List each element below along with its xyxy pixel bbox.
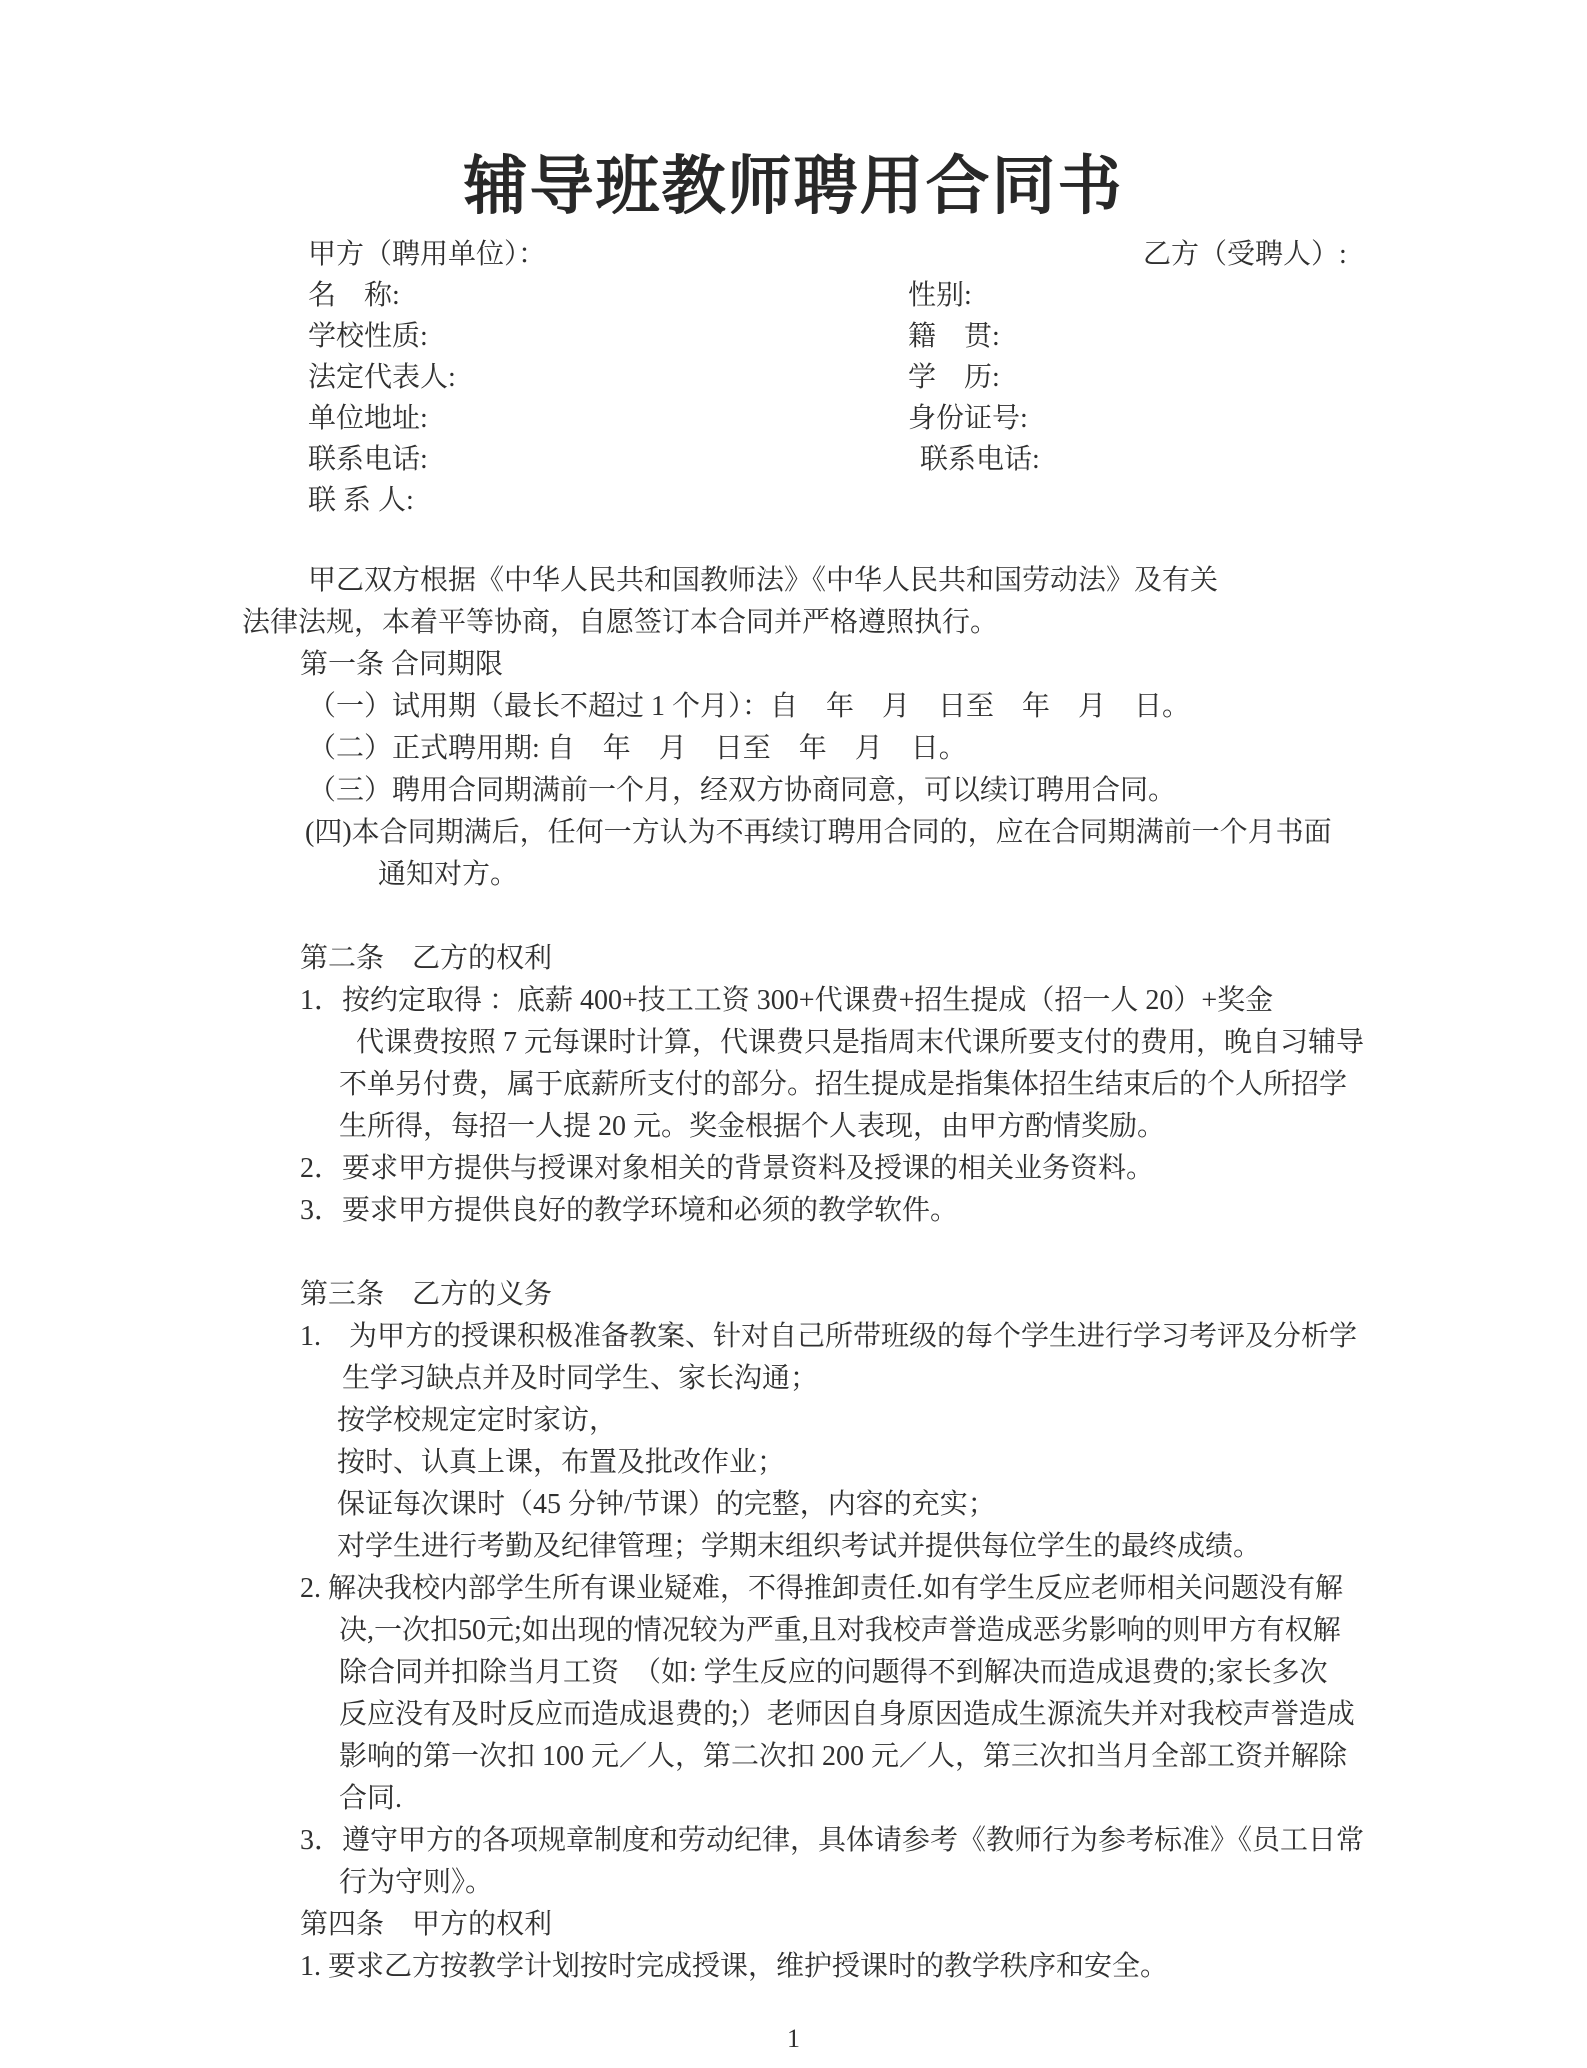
- contract-line: 决,一次扣50元;如出现的情况较为严重,且对我校声誉造成恶劣影响的则甲方有权解: [339, 1615, 1341, 1646]
- party-row: [0, 480, 1587, 521]
- contract-line: 行为守则》。: [339, 1867, 494, 1898]
- contract-line: 除合同并扣除当月工资 （如: 学生反应的问题得不到解决而造成退费的;家长多次: [339, 1657, 1328, 1688]
- party-field-label-right: 学 历:: [908, 362, 1000, 393]
- contract-line: （一）试用期（最长不超过 1 个月）：自 年 月 日至 年 月 日。: [308, 691, 1191, 722]
- contract-line: 第一条 合同期限: [300, 649, 504, 680]
- contract-line: 合同.: [339, 1783, 403, 1814]
- party-field-label-left: 联系电话:: [308, 444, 428, 475]
- contract-line: 保证每次课时（45 分钟/节课）的完整，内容的充实；: [337, 1489, 996, 1520]
- contract-line: 生学习缺点并及时同学生、家长沟通；: [342, 1363, 819, 1394]
- contract-line: 反应没有及时反应而造成退费的;）老师因自身原因造成生源流失并对我校声誉造成: [339, 1699, 1355, 1730]
- contract-line: [0, 1232, 1587, 1274]
- contract-line: 1. 要求乙方按教学计划按时完成授课，维护授课时的教学秩序和安全。: [300, 1951, 1169, 1982]
- contract-line: 对学生进行考勤及纪律管理；学期末组织考试并提供每位学生的最终成绩。: [337, 1531, 1262, 1562]
- party-field-label-left: 联 系 人:: [308, 485, 414, 516]
- party-field-label-right: 籍 贯:: [908, 321, 1000, 352]
- contract-line: （三）聘用合同期满前一个月，经双方协商同意，可以续订聘用合同。: [308, 775, 1177, 806]
- contract-line: 不单另付费，属于底薪所支付的部分。招生提成是指集体招生结束后的个人所招学: [339, 1069, 1348, 1100]
- contract-line: 按学校规定定时家访，: [337, 1405, 618, 1436]
- contract-title: 辅导班教师聘用合同书: [463, 151, 1124, 222]
- contract-line: 按时、认真上课，布置及批改作业；: [337, 1447, 786, 1478]
- party-field-label-left: 法定代表人:: [308, 362, 456, 393]
- parties-block: [0, 234, 1587, 521]
- contract-line: 1. 为甲方的授课积极准备教案、针对自己所带班级的每个学生进行学习考评及分析学: [300, 1321, 1358, 1352]
- contract-line: 3．遵守甲方的各项规章制度和劳动纪律，具体请参考《教师行为参考标准》《员工日常: [300, 1825, 1365, 1856]
- party-field-label-left: 学校性质:: [308, 321, 428, 352]
- contract-line: 生所得，每招一人提 20 元。奖金根据个人表现，由甲方酌情奖励。: [339, 1111, 1166, 1142]
- party-field-label-right: 乙方（受聘人）:: [1143, 239, 1347, 270]
- party-row: [0, 275, 1587, 316]
- contract-body: [0, 560, 1587, 1988]
- contract-line: 2．要求甲方提供与授课对象相关的背景资料及授课的相关业务资料。: [300, 1153, 1155, 1184]
- party-row: [0, 398, 1587, 439]
- contract-line: 甲乙双方根据《中华人民共和国教师法》《中华人民共和国劳动法》及有关: [308, 565, 1219, 596]
- party-row: [0, 439, 1587, 480]
- party-field-label-right: 身份证号:: [908, 403, 1028, 434]
- party-row: [0, 357, 1587, 398]
- party-field-label-left: 名 称:: [308, 280, 400, 311]
- contract-line: (四)本合同期满后，任何一方认为不再续订聘用合同的，应在合同期满前一个月书面: [305, 817, 1332, 848]
- party-row: [0, 234, 1587, 275]
- contract-line: 1．按约定取得 ：底薪 400+技工工资 300+代课费+招生提成（招一人 20）+奖金: [300, 985, 1274, 1016]
- contract-line: （二）正式聘用期: 自 年 月 日至 年 月 日。: [308, 733, 967, 764]
- party-field-label-right: 性别:: [908, 280, 972, 311]
- party-field-label-left: 甲方（聘用单位）：: [308, 239, 547, 270]
- contract-line: 法律法规，本着平等协商，自愿签订本合同并严格遵照执行。: [242, 607, 999, 638]
- party-row: [0, 316, 1587, 357]
- contract-line: 影响的第一次扣 100 元／人，第二次扣 200 元／人，第三次扣当月全部工资并解除: [339, 1741, 1348, 1772]
- contract-line: 2. 解决我校内部学生所有课业疑难，不得推卸责任.如有学生反应老师相关问题没有解: [300, 1573, 1344, 1604]
- contract-line: 代课费按照 7 元每课时计算，代课费只是指周末代课所要支付的费用，晚自习辅导: [356, 1027, 1365, 1058]
- party-field-label-right: 联系电话:: [920, 444, 1040, 475]
- contract-line: 第二条 乙方的权利: [300, 943, 553, 974]
- party-field-label-left: 单位地址:: [308, 403, 428, 434]
- contract-line: 第四条 甲方的权利: [300, 1909, 553, 1940]
- contract-line: [0, 896, 1587, 938]
- contract-line: 第三条 乙方的义务: [300, 1279, 553, 1310]
- page-number: 1: [787, 2024, 800, 2053]
- contract-line: 3．要求甲方提供良好的教学环境和必须的教学软件。: [300, 1195, 959, 1226]
- contract-line: 通知对方。: [378, 859, 519, 890]
